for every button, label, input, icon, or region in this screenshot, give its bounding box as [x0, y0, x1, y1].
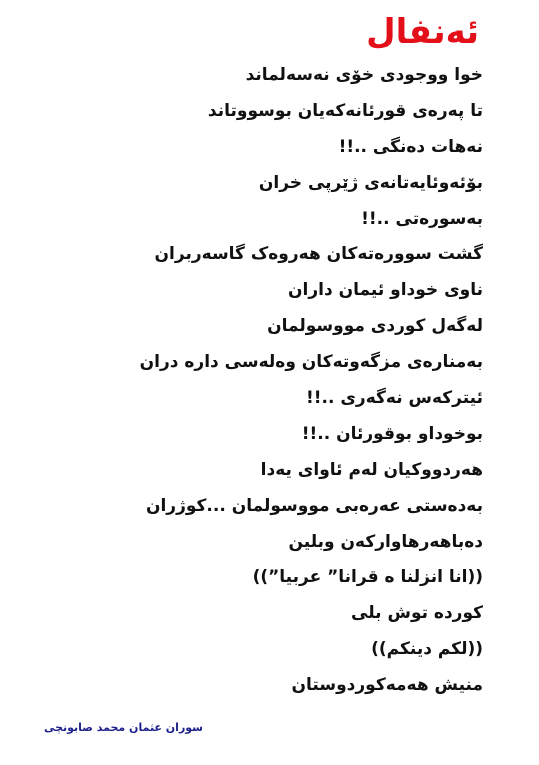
poem-line: کوردە توش بلی	[351, 603, 483, 624]
poem-line: ((لکم دینکم))	[371, 639, 483, 660]
poem-line: بوخوداو بوقورئان ..!!	[301, 423, 483, 444]
poem-line: خوا ووجودی خۆی نەسەلماند	[245, 65, 483, 85]
poem-line: منیش هەمەکوردوستان	[291, 675, 483, 696]
poem-line: بەسورەتی ..!!	[361, 208, 483, 229]
poem-line: نەهات دەنگی ..!!	[338, 136, 483, 157]
poem-lines	[43, 58, 483, 704]
poem-title: ئەنفال	[366, 12, 479, 52]
poem-line: ناوی خوداو ئیمان داران	[288, 280, 483, 301]
poem-line: گشت سوورەتەکان هەروەک گاسەربران	[154, 244, 483, 265]
poem-line: ((انا انزلنا ه قرانا” عربیا”))	[252, 567, 483, 588]
poem-line: بەمنارەی مزگەوتەکان وەلەسی دارە دران	[139, 352, 483, 373]
poem-line: لەگەل کوردی مووسولمان	[267, 316, 483, 337]
author-signature: سوران عثمان محمد صابونچی	[43, 721, 203, 734]
poem-line: هەردووکیان لەم ئاوای یەدا	[260, 459, 483, 480]
poem-line: تا پەرەی قورئانەکەیان بوسووتاند	[207, 100, 483, 121]
poem-line: بەدەستی عەرەبی مووسولمان ...کوژران	[145, 495, 483, 516]
poem-line: بۆئەوئایەتانەی ژێرپی خران	[258, 172, 483, 193]
poem-line: ئیترکەس نەگەری ..!!	[305, 388, 483, 409]
poem-line: دەباهەرهاوارکەن وبلین	[288, 531, 483, 552]
